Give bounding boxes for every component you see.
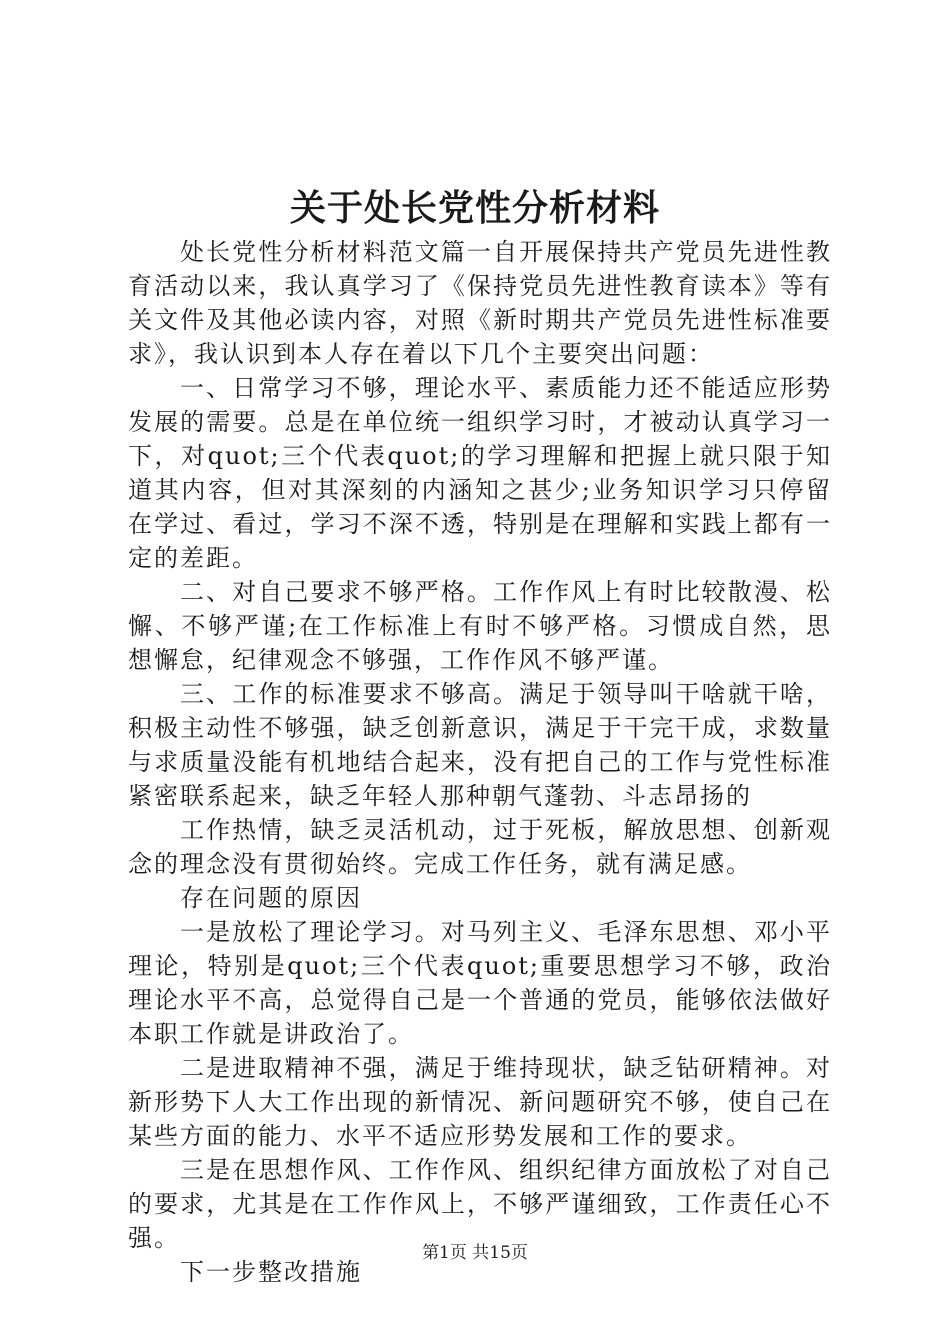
paragraph-problem-2: 二、对自己要求不够严格。工作作风上有时比较散漫、松懈、不够严谨;在工作标准上有时不够严格。习惯成自然，思想懈怠，纪律观念不够强，工作作风不够严谨。 (128, 578, 832, 674)
paragraph-cause-3: 三是在思想作风、工作作风、组织纪律方面放松了对自己的要求，尤其是在工作作风上，不够严谨细致，工作责任心不强。 (128, 1156, 832, 1252)
paragraph-problem-3-continued: 工作热情，缺乏灵活机动，过于死板，解放思想、创新观念的理念没有贯彻始终。完成工作任务，就有满足感。 (128, 816, 832, 878)
paragraph-intro: 处长党性分析材料范文篇一自开展保持共产党员先进性教育活动以来，我认真学习了《保持党员先进性教育读本》等有关文件及其他必读内容，对照《新时期共产党员先进性标准要求》，我认识到本人存在着以下几个主要突出问题： (128, 238, 832, 368)
document-title: 关于处长党性分析材料 (289, 187, 660, 229)
paragraph-problem-1: 一、日常学习不够，理论水平、素质能力还不能适应形势发展的需要。总是在单位统一组织学习时，才被动认真学习一下，对quot;三个代表quot;的学习理解和把握上就只限于知道其内容，但对其深刻的内涵知之甚少;业务知识学习只停留在学过、看过，学习不深不透，特别是在理解和实践上都有一定的差距。 (128, 374, 832, 572)
section-heading-measures: 下一步整改措施 (180, 1258, 362, 1286)
section-heading-causes: 存在问题的原因 (180, 884, 362, 912)
document-body (128, 235, 832, 1289)
page-number-footer: 第1页 共15页 (422, 1243, 528, 1263)
paragraph-cause-1: 一是放松了理论学习。对马列主义、毛泽东思想、邓小平理论，特别是quot;三个代表quot;重要思想学习不够，政治理论水平不高，总觉得自己是一个普通的党员，能够依法做好本职工作就是讲政治了。 (128, 918, 832, 1048)
paragraph-cause-2: 二是进取精神不强，满足于维持现状，缺乏钻研精神。对新形势下人大工作出现的新情况、新问题研究不够，使自己在某些方面的能力、水平不适应形势发展和工作的要求。 (128, 1054, 832, 1150)
paragraph-problem-3: 三、工作的标准要求不够高。满足于领导叫干啥就干啥，积极主动性不够强，缺乏创新意识，满足于干完干成，求数量与求质量没能有机地结合起来，没有把自己的工作与党性标准紧密联系起来，缺乏年轻人那种朝气蓬勃、斗志昂扬的 (128, 680, 832, 810)
